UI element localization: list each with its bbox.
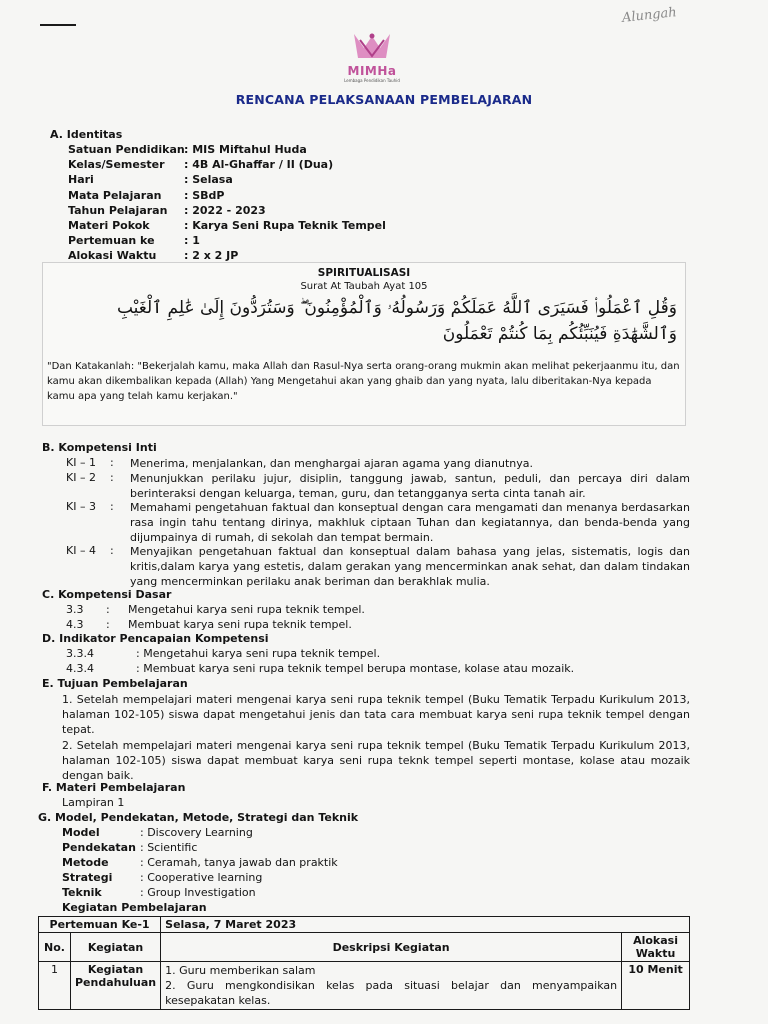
logo-name: MIMHa	[347, 64, 397, 78]
model-value: : Group Investigation	[140, 886, 256, 899]
section-g-heading: G. Model, Pendekatan, Metode, Strategi dan Teknik	[38, 811, 359, 824]
model-value: : Scientific	[140, 841, 198, 854]
logo-tagline: Lembaga Pendidikan Tauhid	[344, 78, 400, 83]
identitas-label: Pertemuan ke	[68, 234, 155, 248]
ki3-text: Memahami pengetahuan faktual dan konseptual dengan cara mengamati dan menanya berdasarkan rasa ingin tahu tentang dirinya, makhluk ciptaan Tuhan dan kegiatannya, dan benda-benda yang dijumpainya di rumah, di sekolah dan tempat bermain.	[130, 501, 690, 544]
section-b-heading: B. Kompetensi Inti	[42, 441, 157, 454]
header-dash-mark	[40, 24, 76, 26]
tujuan-item-1: 1. Setelah mempelajari materi mengenai karya seni rupa teknik tempel (Buku Tematik Terpadu Kurikulum 2013, halaman 102-105) siswa dapat mengetahui jenis dan tata cara membuat karya seni rupa teknik tempel dengan tepat.	[62, 693, 690, 736]
mimha-crown-icon	[350, 30, 394, 62]
row-waktu: 10 Menit	[622, 962, 690, 1010]
section-f-heading: F. Materi Pembelajaran	[42, 781, 186, 794]
spiritualisasi-heading: SPIRITUALISASI	[317, 267, 411, 279]
row-deskripsi	[161, 962, 622, 1010]
row-no: 1	[39, 962, 71, 1010]
header-kegiatan: Kegiatan	[70, 933, 160, 962]
model-value: : Cooperative learning	[140, 871, 263, 884]
ki4-code: KI – 4	[66, 544, 96, 557]
ki2-text: Menunjukkan perilaku jujur, disiplin, tanggung jawab, santun, peduli, dan percaya diri dalam berinteraksi dengan keluarga, teman, guru, dan tetangganya serta cinta tanah air.	[130, 472, 690, 500]
arabic-verse: وَقُلِ ٱعْمَلُوا۟ فَسَيَرَى ٱللَّهُ عَمَلَكُمْ وَرَسُولُهُۥ وَٱلْمُؤْمِنُونَ ۖ وَسَتُرَدُّونَ إِلَىٰ عَٰلِمِ ٱلْغَيْبِ وَٱلشَّهَٰدَةِ فَيُنَبِّئُكُم بِمَا كُنتُمْ تَعْمَلُونَ	[116, 298, 677, 344]
identitas-label: Hari	[68, 173, 94, 187]
ki4-text: Menyajikan pengetahuan faktual dan konseptual dalam bahasa yang jelas, sistematis, logis dan kritis,dalam karya yang estetis, dalam gerakan yang mencerminkan anak sehat, dan dalam tindakan yang mencerminkan perilaku anak beriman dan berakhlak mulia.	[130, 545, 690, 588]
ind2-text: : Membuat karya seni rupa teknik tempel berupa montase, kolase atau mozaik.	[136, 662, 575, 675]
materi-value: Lampiran 1	[62, 796, 125, 809]
model-label: Model	[62, 826, 100, 839]
identitas-value: : 2 x 2 JP	[184, 249, 239, 263]
school-logo	[342, 30, 402, 83]
identitas-value: : 1	[184, 234, 200, 248]
identitas-label: Satuan Pendidikan	[68, 143, 185, 156]
ind2-code: 4.3.4	[66, 662, 94, 675]
table-pertemuan-row	[39, 917, 690, 933]
ki1-colon: :	[110, 456, 114, 469]
pertemuan-cell: Pertemuan Ke-1	[39, 917, 161, 933]
identitas-value: : MIS Miftahul Huda	[184, 143, 307, 156]
identitas-label: Kelas/Semester	[68, 158, 165, 172]
table-row	[39, 962, 690, 1010]
identitas-value: : Karya Seni Rupa Teknik Tempel	[184, 219, 386, 232]
ind1-text: : Mengetahui karya seni rupa teknik tempel.	[136, 647, 381, 660]
section-a-heading: A. Identitas	[50, 128, 123, 141]
identitas-value: : SBdP	[184, 188, 225, 202]
kd2-text: Membuat karya seni rupa teknik tempel.	[128, 618, 352, 631]
identitas-label: Tahun Pelajaran	[68, 203, 168, 217]
identitas-value: : 2022 - 2023	[184, 203, 266, 217]
identitas-value: : Selasa	[184, 173, 233, 187]
section-c-heading: C. Kompetensi Dasar	[42, 588, 172, 601]
ki3-code: KI – 3	[66, 500, 96, 513]
ki1-code: KI – 1	[66, 456, 96, 469]
kd2-colon: :	[106, 618, 110, 631]
header-no: No.	[39, 933, 71, 962]
ki3-colon: :	[110, 500, 114, 513]
ind1-code: 3.3.4	[66, 647, 94, 660]
kegiatan-table	[38, 916, 690, 1010]
identitas-label: Mata Pelajaran	[68, 188, 162, 202]
kd1-colon: :	[106, 603, 110, 616]
identitas-value: : 4B Al-Ghaffar / II (Dua)	[184, 158, 334, 172]
model-label: Strategi	[62, 871, 113, 884]
ki1-text: Menerima, menjalankan, dan menghargai ajaran agama yang dianutnya.	[130, 457, 534, 470]
spiritualisasi-box	[42, 262, 686, 426]
kd1-code: 3.3	[66, 603, 84, 616]
row-kegiatan: Kegiatan Pendahuluan	[70, 962, 160, 1010]
document-title: RENCANA PELAKSANAAN PEMBELAJARAN	[235, 92, 533, 107]
kd1-text: Mengetahui karya seni rupa teknik tempel.	[128, 603, 365, 616]
kegiatan-heading: Kegiatan Pembelajaran	[62, 901, 207, 914]
kd2-code: 4.3	[66, 618, 84, 631]
deskripsi-item-2: 2. Guru mengkondisikan kelas pada situasi belajar dan menyampaikan kesepakatan kelas.	[165, 979, 618, 1007]
deskripsi-item-1: 1. Guru memberikan salam	[165, 964, 316, 977]
ki2-colon: :	[110, 471, 114, 484]
section-e-heading: E. Tujuan Pembelajaran	[42, 677, 188, 690]
identitas-label: Materi Pokok	[68, 219, 150, 232]
verse-translation: "Dan Katakanlah: "Bekerjalah kamu, maka Allah dan Rasul-Nya serta orang-orang mukmin akan melihat pekerjaanmu itu, dan kamu akan dikembalikan kepada (Allah) Yang Mengetahui akan yang ghaib dan yang nyata, lalu diberitakan-Nya kepada kamu apa yang telah kamu kerjakan."	[47, 361, 680, 402]
ki4-colon: :	[110, 544, 114, 557]
date-cell: Selasa, 7 Maret 2023	[161, 917, 690, 933]
header-alokasi: Alokasi Waktu	[622, 933, 690, 962]
model-label: Pendekatan	[62, 841, 136, 854]
table-header-row	[39, 933, 690, 962]
model-value: : Discovery Learning	[140, 826, 253, 839]
model-value: : Ceramah, tanya jawab dan praktik	[140, 856, 338, 869]
section-d-heading: D. Indikator Pencapaian Kompetensi	[42, 632, 269, 645]
header-deskripsi: Deskripsi Kegiatan	[161, 933, 622, 962]
identitas-label: Alokasi Waktu	[68, 249, 157, 263]
surah-reference: Surat At Taubah Ayat 105	[300, 281, 428, 292]
model-label: Metode	[62, 856, 109, 869]
ki2-code: KI – 2	[66, 471, 96, 484]
tujuan-item-2: 2. Setelah mempelajari materi mengenai karya seni rupa teknik tempel (Buku Tematik Terpadu Kurikulum 2013, halaman 102-105) siswa dapat membuat karya seni rupa teknk tempel seperti montase, kolase atau mozaik dengan baik.	[62, 739, 690, 782]
handwritten-signature: Alungah	[621, 5, 678, 26]
model-label: Teknik	[62, 886, 102, 899]
